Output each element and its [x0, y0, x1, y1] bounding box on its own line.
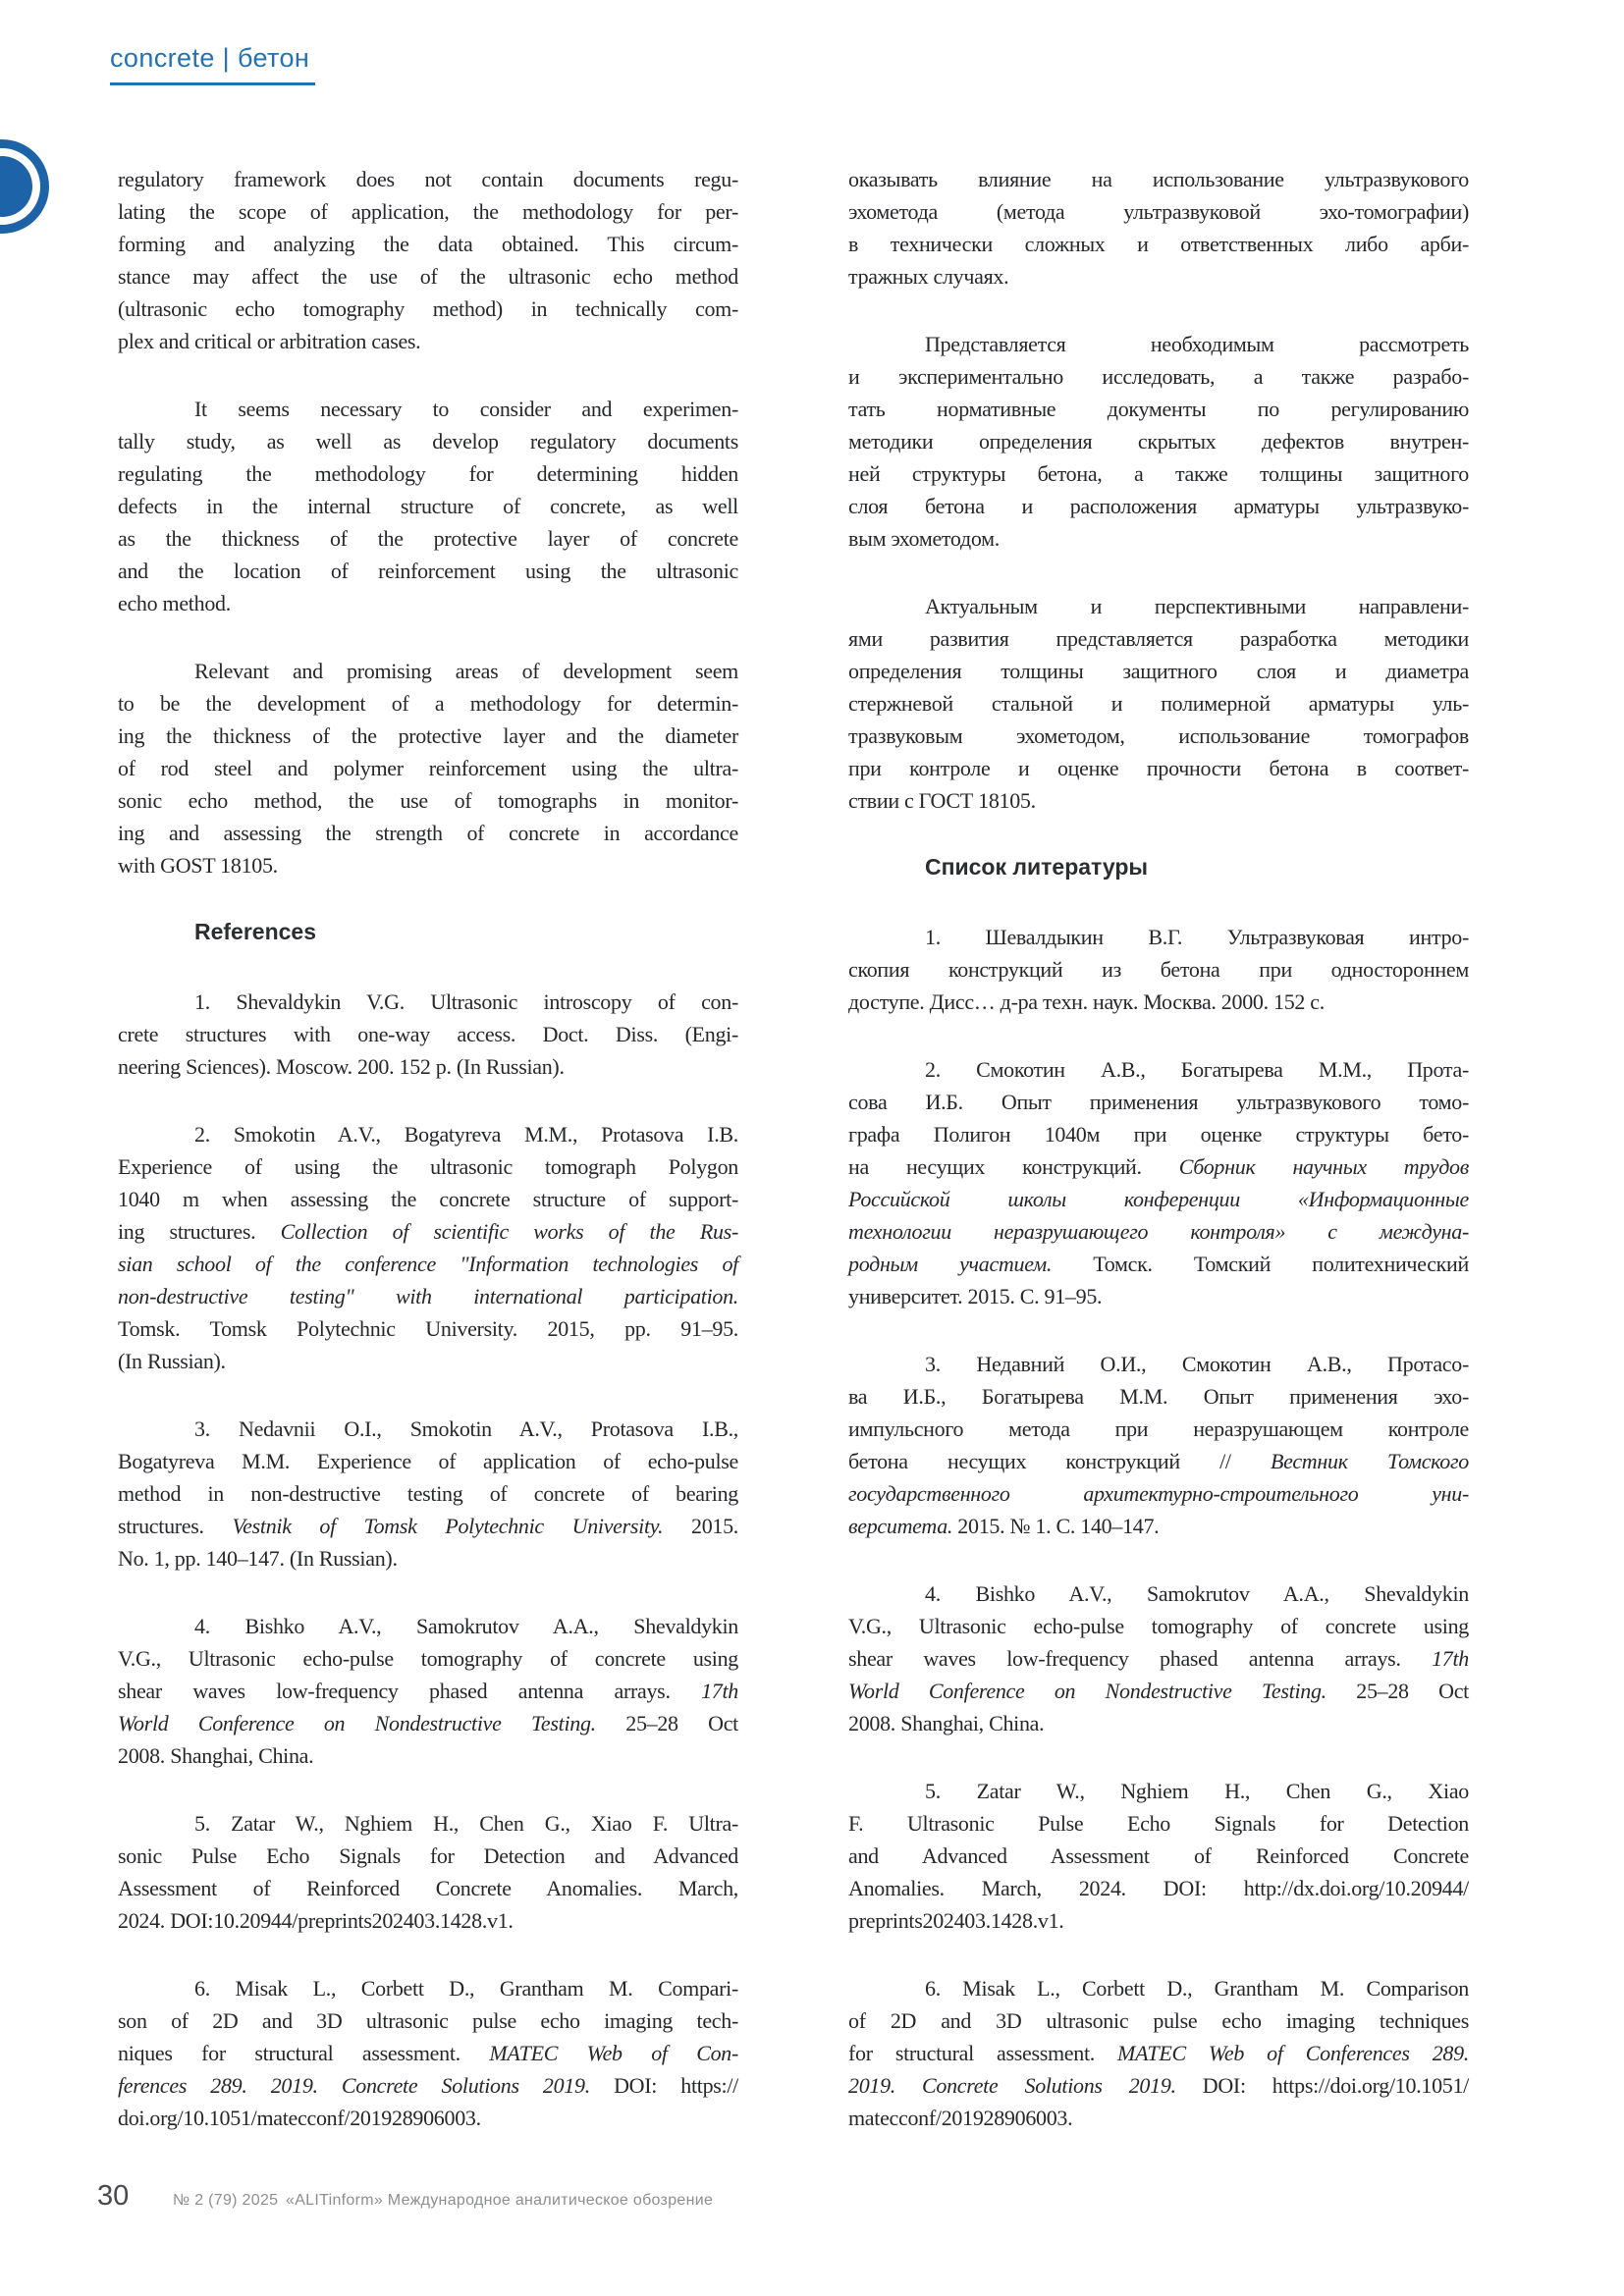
- text-line: [118, 1248, 738, 1280]
- right-column: [848, 163, 1469, 2169]
- text-line: [848, 1150, 1469, 1183]
- italic-text-run: 2019. Concrete Solutions 2019.: [848, 2073, 1176, 2098]
- text-line: Tomsk. Tomsk Polytechnic University. 2015, pp. 91–95.: [118, 1316, 738, 1341]
- paragraph: [118, 986, 738, 1083]
- italic-text-run: Сборник научных трудов: [1178, 1154, 1469, 1179]
- text-line: tally study, as well as develop regulatory documents: [118, 429, 738, 454]
- paragraph: [118, 393, 738, 619]
- text-line: lating the scope of application, the methodology for per-: [118, 199, 738, 224]
- text-run: 25–28 Oct: [595, 1711, 738, 1735]
- text-line: defects in the internal structure of concrete, as well: [118, 494, 738, 518]
- text-line: doi.org/10.1051/matecconf/201928906003.: [118, 2106, 481, 2130]
- references-heading: References: [194, 919, 317, 944]
- text-line: plex and critical or arbitration cases.: [118, 329, 421, 353]
- text-run: DOI: https://: [589, 2073, 738, 2098]
- text-line: Bogatyreva M.M. Experience of application of echo-pulse: [118, 1449, 738, 1473]
- text-line: matecconf/201928906003.: [848, 2106, 1073, 2130]
- page-number: 30: [97, 2180, 130, 2212]
- text-line: as the thickness of the protective layer of concrete: [118, 526, 738, 551]
- text-line: ней структуры бетона, а также толщины защитного: [848, 461, 1469, 486]
- text-line: [848, 1477, 1469, 1510]
- text-line: ing the thickness of the protective layer and the diameter: [118, 723, 738, 748]
- text-line: 4. Bishko A.V., Samokrutov A.A., Shevaldykin: [925, 1581, 1469, 1606]
- text-run: shear waves low-frequency phased antenna arrays.: [848, 1646, 1433, 1671]
- text-line: V.G., Ultrasonic echo-pulse tomography of concrete using: [118, 1646, 738, 1671]
- text-line: Актуальным и перспективными направлени-: [925, 594, 1469, 618]
- paragraph: [848, 1577, 1469, 1739]
- text-line: [848, 2037, 1469, 2069]
- text-line: и экспериментально исследовать, а также разрабо-: [848, 364, 1469, 389]
- text-line: [848, 2069, 1469, 2102]
- right-references-list: [848, 921, 1469, 2134]
- text-line: 4. Bishko A.V., Samokrutov A.A., Shevaldykin: [194, 1614, 738, 1638]
- paragraph: [848, 328, 1469, 555]
- text-line: 5. Zatar W., Nghiem H., Chen G., Xiao: [925, 1779, 1469, 1803]
- paragraph: [118, 1610, 738, 1772]
- paragraph: [848, 163, 1469, 293]
- paragraph: [118, 1807, 738, 1937]
- text-line: вым эхометодом.: [848, 526, 1000, 551]
- text-line: V.G., Ultrasonic echo-pulse tomography of concrete using: [848, 1614, 1469, 1638]
- footer-issue-label: № 2 (79) 2025: [173, 2192, 279, 2209]
- left-column: [118, 163, 738, 2169]
- paragraph: [848, 1348, 1469, 1542]
- text-line: [118, 1675, 738, 1707]
- text-line: 2. Smokotin A.V., Bogatyreva M.M., Protasova I.B.: [194, 1122, 738, 1147]
- text-line: доступе. Дисс… д-ра техн. наук. Москва. 2000. 152 с.: [848, 989, 1325, 1014]
- paragraph: [848, 590, 1469, 817]
- text-line: [848, 1248, 1469, 1280]
- text-line: [848, 1215, 1469, 1248]
- text-line: [118, 1707, 738, 1739]
- text-line: 2008. Shanghai, China.: [848, 1711, 1045, 1735]
- text-line: echo method.: [118, 591, 231, 615]
- text-line: It seems necessary to consider and experimen-: [194, 397, 738, 421]
- text-line: ва И.Б., Богатырева М.М. Опыт применения эхо-: [848, 1384, 1469, 1409]
- text-line: слоя бетона и расположения арматуры ультразвуко-: [848, 494, 1469, 518]
- text-run: ing structures.: [118, 1219, 281, 1244]
- text-line: импульсного метода при неразрушающем контроле: [848, 1416, 1469, 1441]
- text-line: 2024. DOI:10.20944/preprints202403.1428.v1.: [118, 1908, 514, 1933]
- text-line: Relevant and promising areas of development seem: [194, 659, 738, 683]
- text-line: of rod steel and polymer reinforcement using the ultra-: [118, 756, 738, 780]
- text-run: бетона несущих конструкций //: [848, 1449, 1272, 1473]
- italic-text-run: верситета.: [848, 1514, 953, 1538]
- italic-text-run: Российской школы конференции «Информационные: [848, 1187, 1469, 1211]
- paragraph: [848, 1053, 1469, 1312]
- text-line: [848, 1183, 1469, 1215]
- text-line: son of 2D and 3D ultrasonic pulse echo imaging tech-: [118, 2008, 738, 2033]
- italic-text-run: Vestnik of Tomsk Polytechnic University.: [232, 1514, 664, 1538]
- text-line: with GOST 18105.: [118, 853, 278, 878]
- text-line: 2008. Shanghai, China.: [118, 1743, 314, 1768]
- text-line: 2. Смокотин А.В., Богатырева М.М., Прота-: [925, 1057, 1469, 1082]
- text-line: Assessment of Reinforced Concrete Anomalies. March,: [118, 1876, 738, 1900]
- italic-text-run: Вестник Томского: [1271, 1449, 1469, 1473]
- text-run: for structural assessment.: [848, 2041, 1118, 2065]
- italic-text-run: sian school of the conference "Information technologies of: [118, 1252, 738, 1276]
- text-line: 5. Zatar W., Nghiem H., Chen G., Xiao F. Ultra-: [194, 1811, 738, 1836]
- text-run: shear waves low-frequency phased antenna arrays.: [118, 1679, 702, 1703]
- text-line: (In Russian).: [118, 1349, 226, 1373]
- italic-text-run: non-destructive testing" with international participation.: [118, 1284, 738, 1308]
- text-line: определения толщины защитного слоя и диаметра: [848, 659, 1469, 683]
- text-line: скопия конструкций из бетона при одностороннем: [848, 957, 1469, 982]
- italic-text-run: ferences 289. 2019. Concrete Solutions 2019.: [118, 2073, 590, 2098]
- italic-text-run: MATEC Web of Conferences 289.: [1117, 2041, 1469, 2065]
- text-line: 1. Шевалдыкин В.Г. Ультразвуковая интро-: [925, 925, 1469, 949]
- text-line: of 2D and 3D ultrasonic pulse echo imaging techniques: [848, 2008, 1469, 2033]
- paragraph: [118, 1118, 738, 1377]
- text-line: тражных случаях.: [848, 264, 1009, 289]
- text-line: Anomalies. March, 2024. DOI: http://dx.doi.org/10.20944/: [848, 1876, 1469, 1900]
- text-line: 6. Misak L., Corbett D., Grantham M. Comparison: [925, 1976, 1469, 2001]
- italic-text-run: MATEC Web of Con-: [489, 2041, 738, 2065]
- text-line: 6. Misak L., Corbett D., Grantham M. Compari-: [194, 1976, 738, 2001]
- italic-text-run: родным участием.: [848, 1252, 1053, 1276]
- text-line: [848, 1675, 1469, 1707]
- left-intro-paragraphs: [118, 163, 738, 881]
- text-line: [118, 1510, 738, 1542]
- italic-text-run: World Conference on Nondestructive Testing.: [118, 1711, 596, 1735]
- paragraph: [118, 1413, 738, 1575]
- text-line: No. 1, pp. 140–147. (In Russian).: [118, 1546, 398, 1571]
- text-line: [848, 1510, 1469, 1542]
- italic-text-run: 17th: [701, 1679, 738, 1703]
- text-line: графа Полигон 1040м при оценке структуры бето-: [848, 1122, 1469, 1147]
- paragraph: [848, 921, 1469, 1018]
- text-line: sonic echo method, the use of tomographs in monitor-: [118, 788, 738, 813]
- text-run: DOI: https://doi.org/10.1051/: [1175, 2073, 1469, 2098]
- text-line: оказывать влияние на использование ультразвукового: [848, 167, 1469, 191]
- text-line: сова И.Б. Опыт применения ультразвукового томо-: [848, 1090, 1469, 1114]
- italic-text-run: государственного архитектурно-строительного уни-: [848, 1481, 1469, 1506]
- text-line: sonic Pulse Echo Signals for Detection and Advanced: [118, 1843, 738, 1868]
- text-line: [118, 1215, 738, 1248]
- text-run: 2015.: [663, 1514, 738, 1538]
- text-line: crete structures with one-way access. Doct. Diss. (Engi-: [118, 1022, 738, 1046]
- text-line: 3. Nedavnii O.I., Smokotin A.V., Protasova I.B.,: [194, 1416, 738, 1441]
- text-line: стержневой стальной и полимерной арматуры уль-: [848, 691, 1469, 716]
- text-line: to be the development of a methodology for determin-: [118, 691, 738, 716]
- italic-text-run: технологии неразрушающего контроля» с междуна-: [848, 1219, 1469, 1244]
- text-line: методики определения скрытых дефектов внутрен-: [848, 429, 1469, 454]
- paragraph: [118, 1972, 738, 2134]
- text-line: Представляется необходимым рассмотреть: [925, 332, 1469, 356]
- text-line: в технически сложных и ответственных либо арби-: [848, 232, 1469, 256]
- text-line: при контроле и оценке прочности бетона в соответ-: [848, 756, 1469, 780]
- text-line: 1. Shevaldykin V.G. Ultrasonic introscopy of con-: [194, 989, 738, 1014]
- text-line: ями развития представляется разработка методики: [848, 626, 1469, 651]
- text-run: 25–28 Oct: [1326, 1679, 1469, 1703]
- text-line: эхометода (метода ультразвуковой эхо-томографии): [848, 199, 1469, 224]
- text-line: ствии с ГОСТ 18105.: [848, 788, 1036, 813]
- text-line: stance may affect the use of the ultrasonic echo method: [118, 264, 738, 289]
- text-run: Томск. Томский политехнический: [1052, 1252, 1470, 1276]
- italic-text-run: World Conference on Nondestructive Testing.: [848, 1679, 1326, 1703]
- text-line: regulating the methodology for determining hidden: [118, 461, 738, 486]
- text-line: 1040 m when assessing the concrete structure of support-: [118, 1187, 738, 1211]
- text-line: Experience of using the ultrasonic tomograph Polygon: [118, 1154, 738, 1179]
- paragraph: [118, 163, 738, 357]
- text-line: forming and analyzing the data obtained. This circum-: [118, 232, 738, 256]
- text-line: and the location of reinforcement using the ultrasonic: [118, 559, 738, 583]
- text-line: regulatory framework does not contain documents regu-: [118, 167, 738, 191]
- page-edge-ring-logo-icon: [0, 139, 49, 234]
- text-line: ing and assessing the strength of concrete in accordance: [118, 821, 738, 845]
- text-line: [118, 1280, 738, 1312]
- text-run: structures.: [118, 1514, 233, 1538]
- text-line: and Advanced Assessment of Reinforced Concrete: [848, 1843, 1469, 1868]
- text-line: F. Ultrasonic Pulse Echo Signals for Detection: [848, 1811, 1469, 1836]
- footer-journal-label: «ALITinform» Международное аналитическое обозрение: [286, 2192, 714, 2209]
- text-line: neering Sciences). Moscow. 200. 152 p. (In Russian).: [118, 1054, 565, 1079]
- text-run: 2015. № 1. С. 140–147.: [952, 1514, 1160, 1538]
- section-header-label: concrete | бетон: [110, 43, 315, 85]
- text-run: niques for structural assessment.: [118, 2041, 490, 2065]
- logo-inner-circle: [0, 156, 32, 217]
- paragraph: [848, 1972, 1469, 2134]
- text-line: [848, 1642, 1469, 1675]
- text-line: preprints202403.1428.v1.: [848, 1908, 1064, 1933]
- text-line: тать нормативные документы по регулированию: [848, 397, 1469, 421]
- text-line: 3. Недавний О.И., Смокотин А.В., Протасо-: [925, 1352, 1469, 1376]
- text-line: method in non-destructive testing of concrete of bearing: [118, 1481, 738, 1506]
- paragraph: [118, 655, 738, 881]
- text-line: тразвуковым эхометодом, использование томографов: [848, 723, 1469, 748]
- paragraph: [848, 1775, 1469, 1937]
- text-line: [118, 2037, 738, 2069]
- text-line: [118, 2069, 738, 2102]
- italic-text-run: 17th: [1432, 1646, 1469, 1671]
- text-run: на несущих конструкций.: [848, 1154, 1179, 1179]
- right-intro-paragraphs: [848, 163, 1469, 817]
- text-line: университет. 2015. С. 91–95.: [848, 1284, 1103, 1308]
- italic-text-run: Collection of scientific works of the Rus-: [280, 1219, 738, 1244]
- references-heading-ru: Список литературы: [925, 854, 1149, 880]
- text-line: [848, 1445, 1469, 1477]
- text-line: (ultrasonic echo tomography method) in technically com-: [118, 296, 738, 321]
- left-references-list: [118, 986, 738, 2134]
